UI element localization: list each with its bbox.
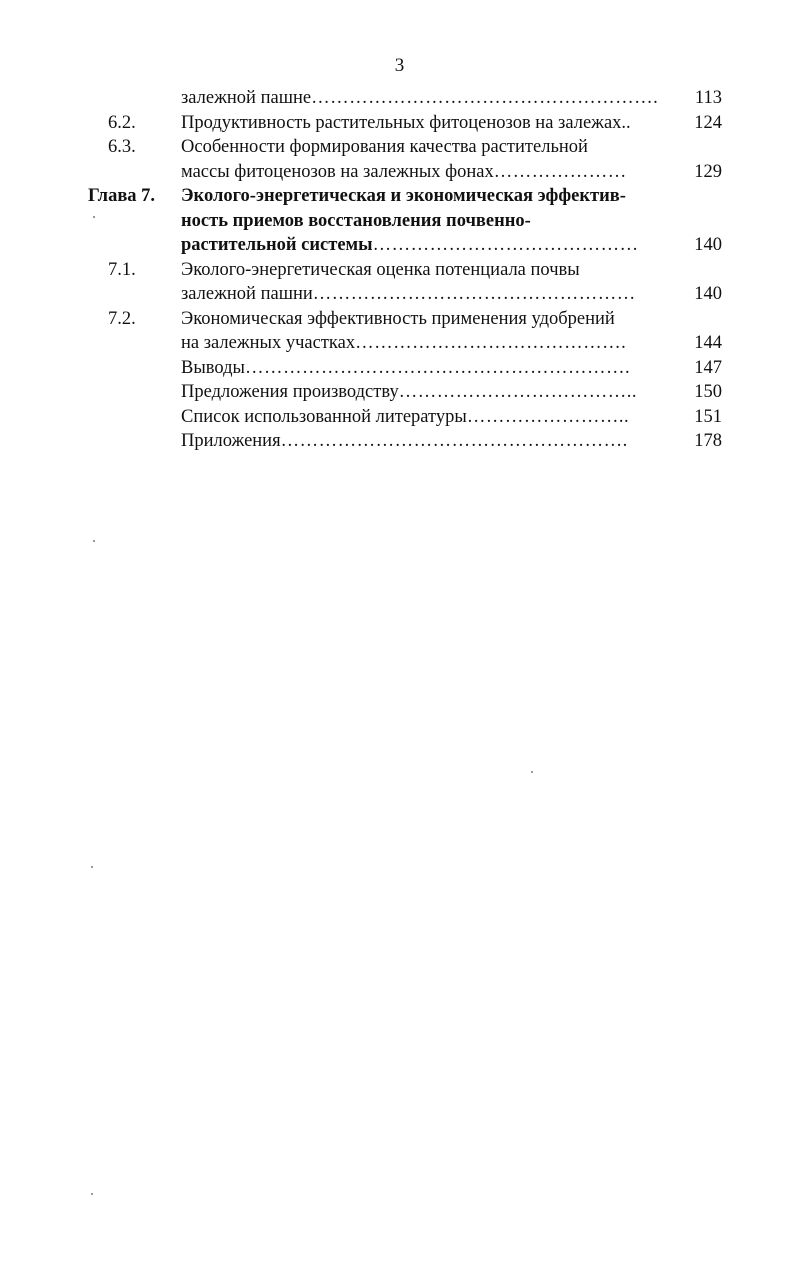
toc-leader-dots: ……………………………………………	[312, 284, 636, 304]
toc-leader-dots: ……………………………………………….	[311, 88, 659, 108]
toc-chapter-label: Глава 7.	[88, 186, 156, 206]
toc-page-number: 113	[694, 88, 722, 108]
toc-entry-text: залежной пашне……………………………………………….	[181, 88, 659, 108]
toc-entry-text: залежной пашни……………………………………………	[181, 284, 636, 304]
toc-line	[0, 258, 799, 283]
toc-line	[0, 405, 799, 430]
toc-entry-text: Выводы…………………………………………………….	[181, 357, 631, 378]
scan-speck	[91, 866, 93, 868]
toc-line	[0, 209, 799, 234]
toc-page-number: 140	[694, 284, 722, 304]
toc-line	[0, 160, 799, 185]
toc-leader-dots: …………………………………………………….	[244, 357, 631, 378]
toc-line	[0, 233, 799, 258]
toc-entry-text: Список использованной литературы……………………..	[181, 406, 630, 427]
scan-speck	[93, 540, 95, 542]
toc-entry-text: Предложения производству………………………………..	[181, 382, 637, 402]
toc-line	[0, 331, 799, 356]
toc-entry-text: Продуктивность растительных фитоценозов на залежах..	[181, 112, 631, 133]
toc-entry-text: на залежных участках…………………………………….	[181, 333, 627, 353]
toc-leader-dots: …………………………………….	[355, 333, 627, 353]
toc-number: 7.1.	[108, 259, 136, 280]
toc-page-number: 147	[694, 357, 722, 378]
toc-leader-dots: ……………………..	[466, 406, 630, 427]
toc-entry-text: массы фитоценозов на залежных фонах…………………	[181, 161, 627, 182]
toc-entry-text: Эколого-энергетическая оценка потенциала почвы	[181, 259, 580, 280]
toc-line	[0, 356, 799, 381]
toc-leader-dots: ……………………………………	[372, 235, 639, 255]
toc-page-number: 144	[694, 333, 722, 353]
toc-entry-text: ность приемов восстановления почвенно-	[181, 210, 531, 231]
toc-entry-text: Экономическая эффективность применения удобрений	[181, 308, 615, 329]
toc-line	[0, 429, 799, 454]
toc-entry-text: Эколого-энергетическая и экономическая эффектив-	[181, 186, 626, 206]
toc-leader-dots: ……………………………………………….	[280, 431, 628, 451]
toc-line	[0, 282, 799, 307]
toc-line	[0, 307, 799, 332]
toc-page-number: 129	[694, 161, 722, 182]
toc-page-number: 150	[694, 382, 722, 402]
scan-speck	[93, 216, 95, 218]
toc-number: 6.3.	[108, 137, 136, 157]
toc-line	[0, 86, 799, 111]
toc-page-number: 124	[694, 112, 722, 133]
scan-speck	[91, 1193, 93, 1195]
toc-leader-dots: …………………	[493, 161, 627, 182]
page-number: 3	[394, 55, 405, 76]
table-of-contents	[0, 86, 799, 454]
toc-line	[0, 380, 799, 405]
toc-page-number: 178	[694, 431, 722, 451]
toc-entry-text: растительной системы……………………………………	[181, 235, 639, 255]
toc-line	[0, 135, 799, 160]
toc-leader-dots: ………………………………..	[398, 382, 637, 402]
toc-line	[0, 184, 799, 209]
toc-number: 7.2.	[108, 308, 136, 329]
toc-page-number: 151	[694, 406, 722, 427]
scan-speck	[531, 771, 533, 773]
toc-line	[0, 111, 799, 136]
toc-page-number: 140	[694, 235, 722, 255]
toc-entry-text: Приложения……………………………………………….	[181, 431, 628, 451]
toc-number: 6.2.	[108, 112, 136, 133]
toc-entry-text: Особенности формирования качества растительной	[181, 137, 588, 157]
